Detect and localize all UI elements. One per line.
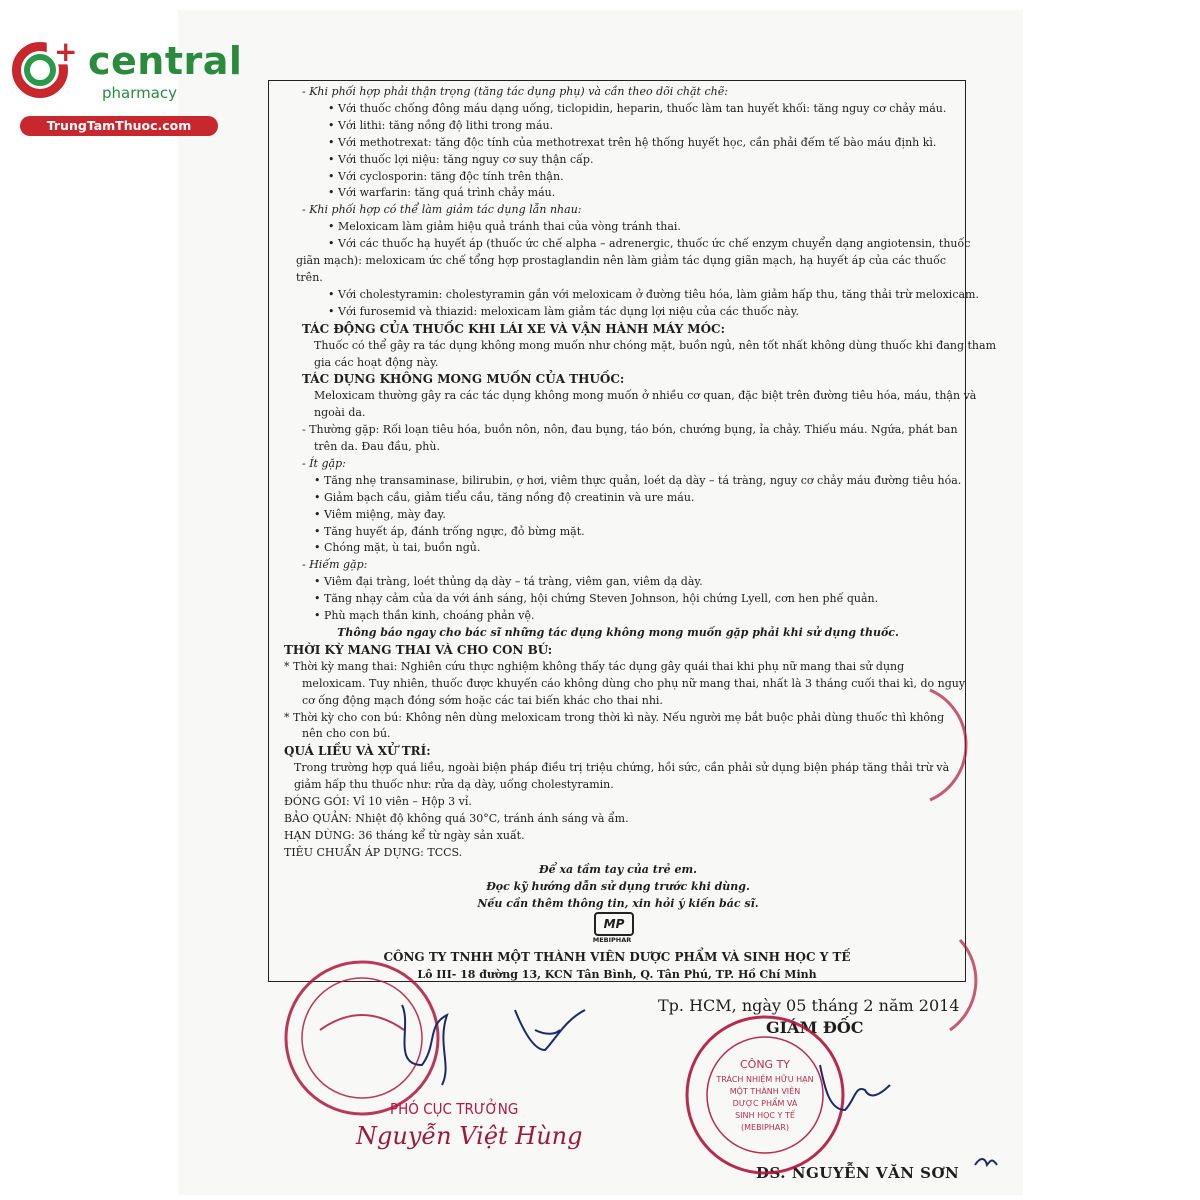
doc-line: Để xa tầm tay của trẻ em. [539,862,697,876]
doc-line: trên. [296,270,323,284]
director-name: DS. NGUYỄN VĂN SƠN [756,1164,960,1182]
doc-line: giãn mạch): meloxicam ức chế tổng hợp prostaglandin nên làm giảm tác dụng giãn mạch, hạ huyết áp của các thuốc [296,254,947,268]
doc-line: • Meloxicam làm giảm hiệu quả tránh thai của vòng tránh thai. [284,219,952,236]
svg-text:(MEBIPHAR): (MEBIPHAR) [741,1123,789,1132]
doc-line: • Với methotrexat: tăng độc tính của methotrexat trên hệ thống huyết học, cần phải đếm tế bào máu định kì. [284,135,952,152]
doc-line: * Thời kỳ mang thai: Nghiên cứu thực nghiệm không thấy tác dụng gây quái thai khi phụ nữ mang thai sử dụng [284,659,952,676]
doc-line: - Khi phối hợp phải thận trọng (tăng tác dụng phụ) và cần theo dõi chặt chẽ: [302,85,728,98]
doc-line: Nếu cần thêm thông tin, xin hỏi ý kiến bác sĩ. [477,896,759,910]
doc-line: HẠN DÙNG: 36 tháng kể từ ngày sản xuất. [284,828,525,842]
doc-line: nên cho con bú. [302,727,391,741]
mebiphar-logo [586,912,638,946]
company-name: CÔNG TY TNHH MỘT THÀNH VIÊN DƯỢC PHẨM VÀ SINH HỌC Y TẾ [383,950,851,964]
svg-text:TRÁCH NHIỆM HỮU HẠN: TRÁCH NHIỆM HỮU HẠN [716,1075,814,1084]
svg-text:SINH HỌC Y TẾ: SINH HỌC Y TẾ [735,1111,795,1120]
logo-inner-ring-icon [24,54,56,86]
doc-line: • Với lithi: tăng nồng độ lithi trong máu. [284,118,952,135]
date-line: Tp. HCM, ngày 05 tháng 2 năm 2014 [658,996,960,1015]
doc-line: Meloxicam thường gây ra các tác dụng không mong muốn ở nhiều cơ quan, đặc biệt trên đường tiêu hóa, máu, thận và [314,389,977,403]
brand-url[interactable]: TrungTamThuoc.com [20,116,218,136]
doc-line: Thông báo ngay cho bác sĩ những tác dụng không mong muốn gặp phải khi sử dụng thuốc. [337,626,899,639]
plus-icon: + [54,35,78,68]
doc-line: gia các hoạt động này. [314,355,439,369]
doc-line: - Khi phối hợp có thể làm giảm tác dụng lẫn nhau: [302,203,582,217]
doc-line: QUÁ LIỀU VÀ XỬ TRÍ: [284,744,431,759]
doc-line: • Với các thuốc hạ huyết áp (thuốc ức chế alpha – adrenergic, thuốc ức chế enzym chuyển dạng angiotensin, thuốc [284,236,952,253]
mebiphar-mark: MP [594,912,634,936]
brand-name: central [88,39,243,83]
doc-line: meloxicam. Tuy nhiên, thuốc được khuyến cáo không dùng cho phụ nữ mang thai, nhất là 3 tháng cuối thai kì, do nguy [302,676,966,690]
doc-line: • Với thuốc chống đông máu dạng uống, ticlopidin, heparin, thuốc làm tan huyết khối: tăng nguy cơ chảy máu. [284,101,952,118]
doc-line: TIÊU CHUẨN ÁP DỤNG: TCCS. [284,845,463,859]
doc-line: • Phù mạch thần kinh, choáng phản vệ. [284,608,952,625]
deputy-title: PHÓ CỤC TRƯỞNG [390,1100,519,1118]
doc-line: trên da. Đau đầu, phù. [314,440,440,454]
brand-sub: pharmacy [102,84,178,102]
svg-text:DƯỢC PHẨM VÀ: DƯỢC PHẨM VÀ [732,1099,798,1108]
doc-line: • Tăng nhẹ transaminase, bilirubin, ợ hơi, viêm thực quản, loét dạ dày – tá tràng, nguy cơ chảy máu đường tiêu hóa. [284,473,952,490]
doc-line: giảm hấp thu thuốc như: rửa dạ dày, uống cholestyramin. [294,778,614,792]
doc-line: • Viêm đại tràng, loét thủng dạ dày – tá tràng, viêm gan, viêm dạ dày. [284,574,952,591]
doc-line: • Với cholestyramin: cholestyramin gắn với meloxicam ở đường tiêu hóa, làm giảm hấp thu, tăng thải trừ meloxicam. [284,287,952,304]
doc-line: - Ít gặp: [302,456,346,470]
director-title: GIÁM ĐỐC [766,1018,864,1037]
doc-line: • Giảm bạch cầu, giảm tiểu cầu, tăng nồng độ creatinin và ure máu. [284,490,952,507]
doc-line: TÁC DỤNG KHÔNG MONG MUỐN CỦA THUỐC: [302,372,625,387]
doc-line: - Thường gặp: Rối loạn tiêu hóa, buồn nôn, nôn, đau bụng, táo bón, chướng bụng, ỉa chảy. Thiếu máu. Ngứa, phát ban [302,423,958,437]
svg-text:CÔNG TY: CÔNG TY [739,1058,791,1071]
document-content [284,84,996,912]
doc-line: • Tăng huyết áp, đánh trống ngực, đỏ bừng mặt. [284,524,952,541]
central-pharmacy-logo[interactable] [10,35,243,136]
doc-line: Thuốc có thể gây ra tác dụng không mong muốn như chóng mặt, buồn ngủ, nên tốt nhất không dùng thuốc khi đang tham [314,338,996,352]
doc-line: • Với furosemid và thiazid: meloxicam làm giảm tác dụng lợi niệu của các thuốc này. [284,304,952,321]
doc-line: Đọc kỹ hướng dẫn sử dụng trước khi dùng. [486,879,750,893]
doc-line: ngoài da. [314,406,366,420]
svg-text:MỘT THÀNH VIÊN: MỘT THÀNH VIÊN [729,1087,801,1096]
doc-line: • Tăng nhạy cảm của da với ánh sáng, hội chứng Steven Johnson, hội chứng Lyell, cơn hen phế quản. [284,591,952,608]
doc-line: TÁC ĐỘNG CỦA THUỐC KHI LÁI XE VÀ VẬN HÀNH MÁY MÓC: [302,321,726,336]
company-address: Lô III- 18 đường 13, KCN Tân Bình, Q. Tân Phú, TP. Hồ Chí Minh [417,968,817,981]
doc-line: - Hiếm gặp: [302,558,368,572]
doc-line: Trong trường hợp quá liều, ngoài biện pháp điều trị triệu chứng, hồi sức, cần phải sử dụng biện pháp tăng thải trừ và [294,761,950,775]
deputy-name: Nguyễn Việt Hùng [356,1122,583,1150]
doc-line: • Với thuốc lợi niệu: tăng nguy cơ suy thận cấp. [284,152,952,169]
doc-line: * Thời kỳ cho con bú: Không nên dùng meloxicam trong thời kì này. Nếu người mẹ bắt buộc phải dùng thuốc thì không [284,710,952,727]
doc-line: • Viêm miệng, mày đay. [284,507,952,524]
mebiphar-text: MEBIPHAR [592,936,632,944]
doc-line: • Với cyclosporin: tăng độc tính trên thận. [284,169,952,186]
doc-line: ĐÓNG GÓI: Vỉ 10 viên – Hộp 3 vỉ. [284,795,472,809]
doc-line: • Chóng mặt, ù tai, buồn ngủ. [284,540,952,557]
doc-line: BẢO QUẢN: Nhiệt độ không quá 30°C, tránh ánh sáng và ẩm. [284,811,629,825]
doc-line: THỜI KỲ MANG THAI VÀ CHO CON BÚ: [284,642,553,657]
doc-line: • Với warfarin: tăng quá trình chảy máu. [284,185,952,202]
doc-line: cơ ống động mạch đóng sớm hoặc các tai biến khác cho thai nhi. [302,693,663,707]
